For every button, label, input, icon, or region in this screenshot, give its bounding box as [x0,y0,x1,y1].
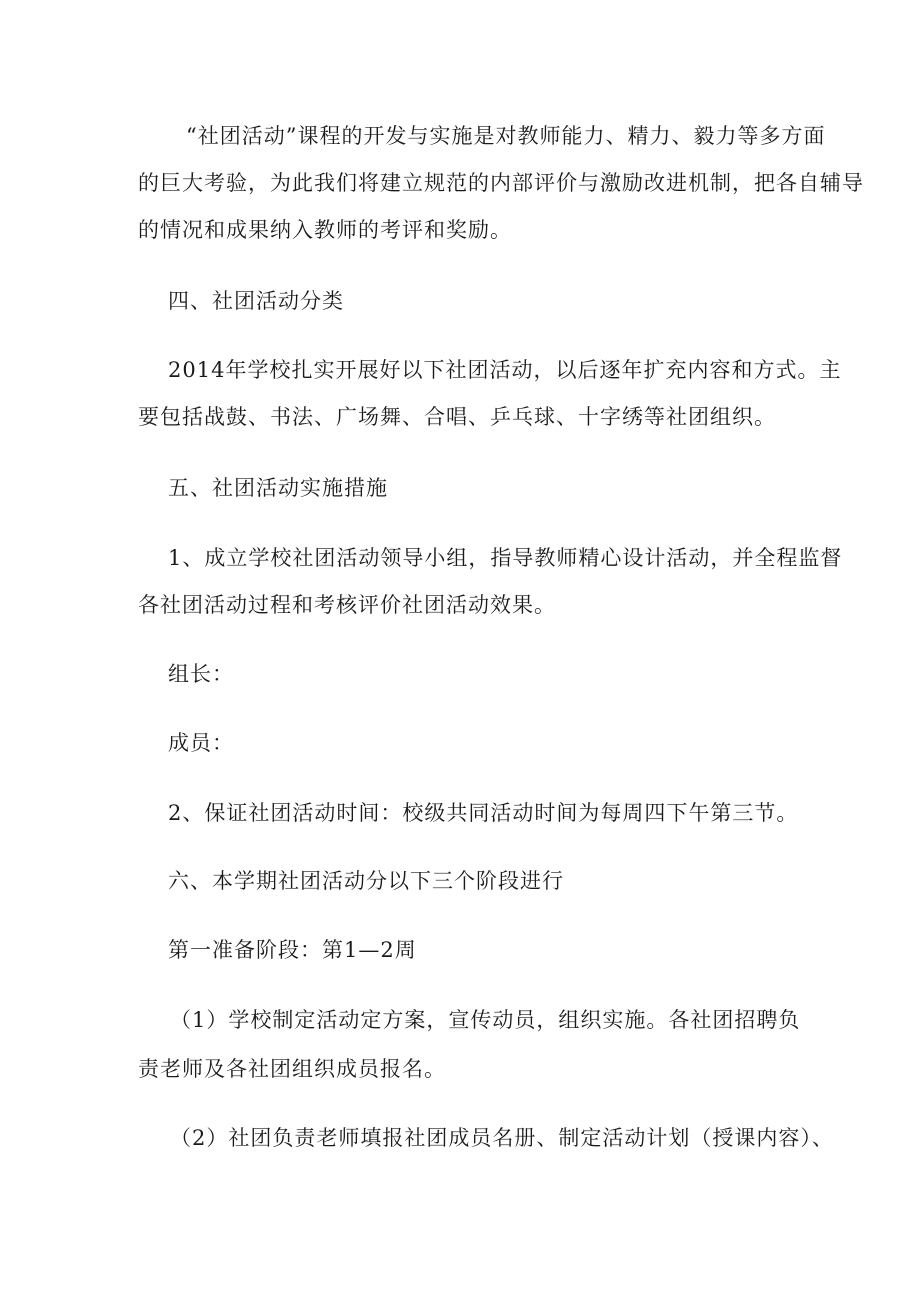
paragraph-line: 责老师及各社团组织成员报名。 [138,1057,446,1081]
paragraph-line: 的巨大考验，为此我们将建立规范的内部评价与激励改进机制，把各自辅导 [138,171,864,195]
section-heading: 六、本学期社团活动分以下三个阶段进行 [168,869,564,893]
leader-label: 组长： [168,662,234,686]
paragraph-line: 的情况和成果纳入教师的考评和奖励。 [138,218,512,242]
stage-heading: 第一准备阶段：第1—2周 [168,938,417,962]
paragraph-line: 2、保证社团活动时间：校级共同活动时间为每周四下午第三节。 [168,801,799,825]
section-heading: 五、社团活动实施措施 [168,476,388,500]
paragraph-line: （2）社团负责老师填报社团成员名册、制定活动计划（授课内容）、 [170,1126,834,1150]
section-heading: 四、社团活动分类 [168,289,344,313]
paragraph-line: 2014年学校扎实开展好以下社团活动，以后逐年扩充内容和方式。主 [168,358,842,382]
paragraph-line: 1、成立学校社团活动领导小组，指导教师精心设计活动，并全程监督 [168,546,843,570]
paragraph-line: “社团活动”课程的开发与实施是对教师能力、精力、毅力等多方面 [186,124,826,148]
paragraph-line: 各社团活动过程和考核评价社团活动效果。 [138,593,556,617]
members-label: 成员： [168,731,234,755]
paragraph-line: 要包括战鼓、书法、广场舞、合唱、乒乓球、十字绣等社团组织。 [138,405,776,429]
paragraph-line: （1）学校制定活动定方案，宣传动员，组织实施。各社团招聘负 [170,1008,801,1032]
